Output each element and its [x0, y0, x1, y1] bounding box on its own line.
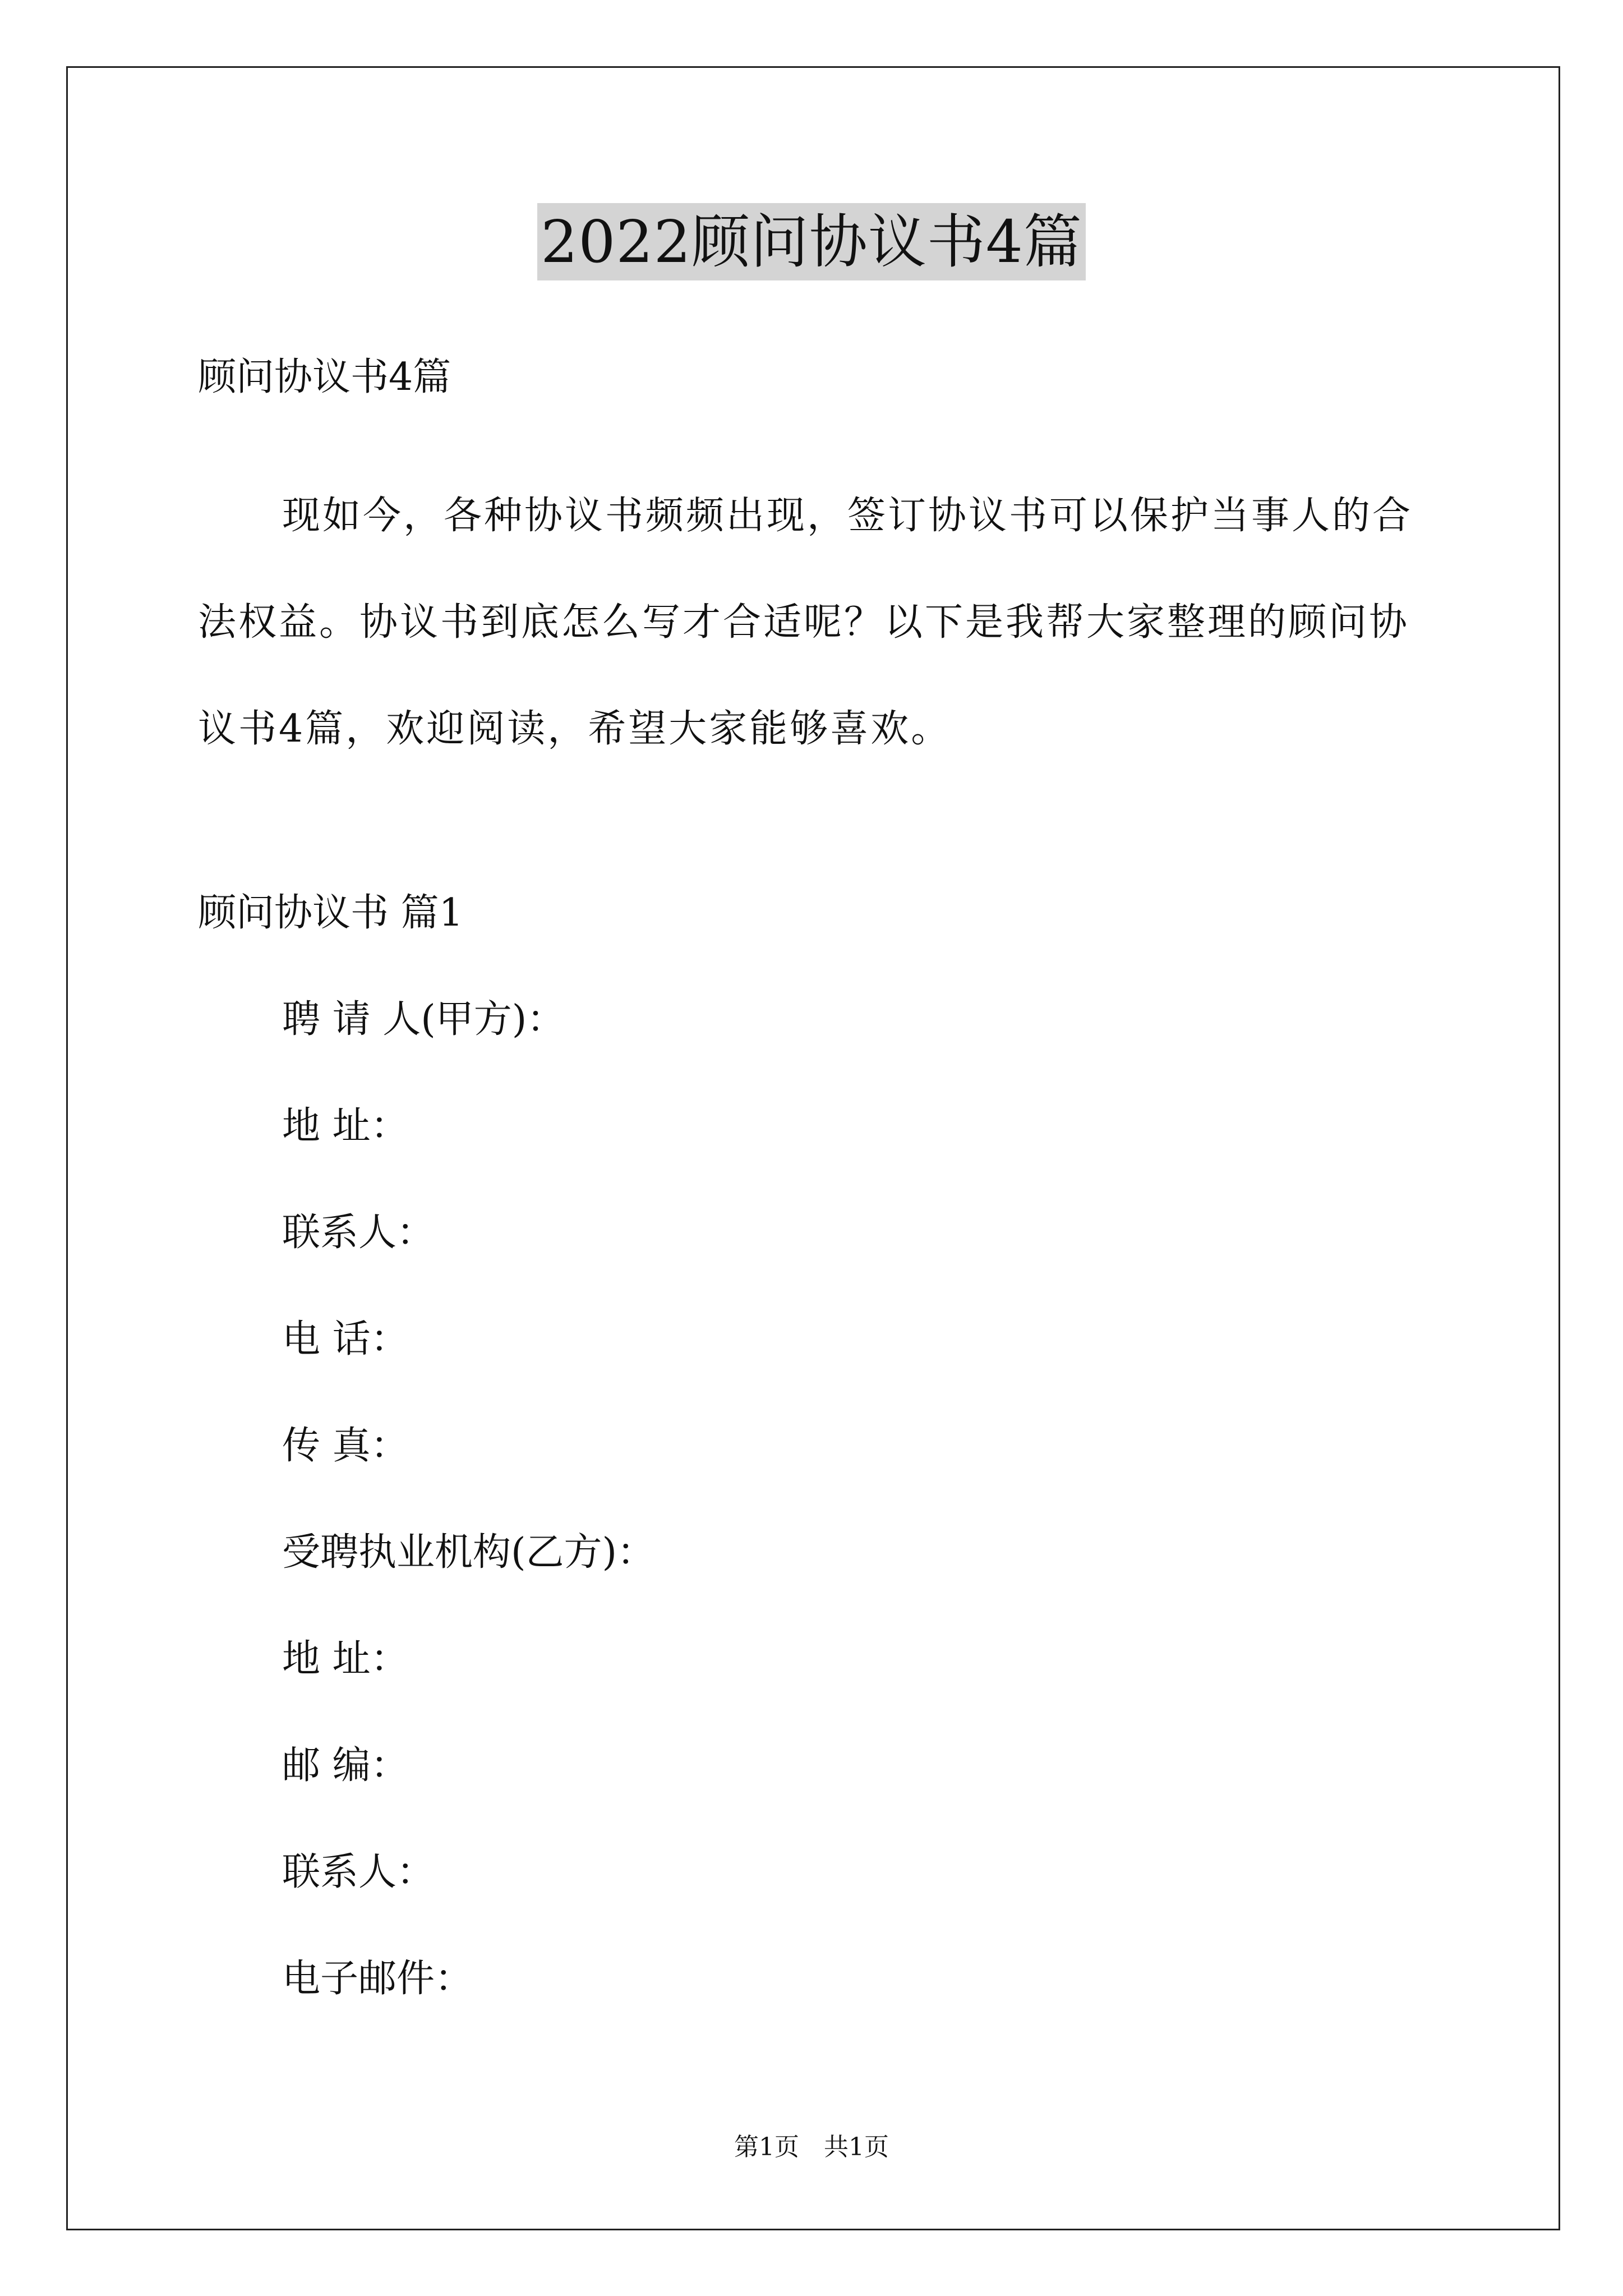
document-subtitle: 顾问协议书4篇 — [198, 355, 451, 399]
title-container — [0, 203, 1623, 280]
field-employer-address: 地 址： — [282, 1104, 409, 1148]
document-title: 2022顾问协议书4篇 — [537, 203, 1086, 280]
field-institution-email: 电子邮件： — [282, 1957, 473, 2001]
field-employer: 聘 请 人(甲方)： — [282, 997, 565, 1042]
field-employer-fax: 传 真： — [282, 1424, 409, 1468]
field-institution-postcode: 邮 编： — [282, 1743, 409, 1788]
field-employer-contact: 联系人： — [282, 1211, 435, 1255]
field-institution-address: 地 址： — [282, 1637, 409, 1681]
section-heading: 顾问协议书 篇1 — [198, 891, 463, 935]
field-employer-phone: 电 话： — [282, 1317, 409, 1361]
page-footer: 第1页 共1页 — [734, 2133, 889, 2161]
field-institution: 受聘执业机构(乙方)： — [282, 1530, 656, 1575]
intro-paragraph: 现如今，各种协议书频频出现，签订协议书可以保护当事人的合法权益。协议书到底怎么写才合适呢？以下是我帮大家整理的顾问协议书4篇，欢迎阅读，希望大家能够喜欢。 — [198, 494, 1413, 751]
field-institution-contact: 联系人： — [282, 1850, 435, 1894]
